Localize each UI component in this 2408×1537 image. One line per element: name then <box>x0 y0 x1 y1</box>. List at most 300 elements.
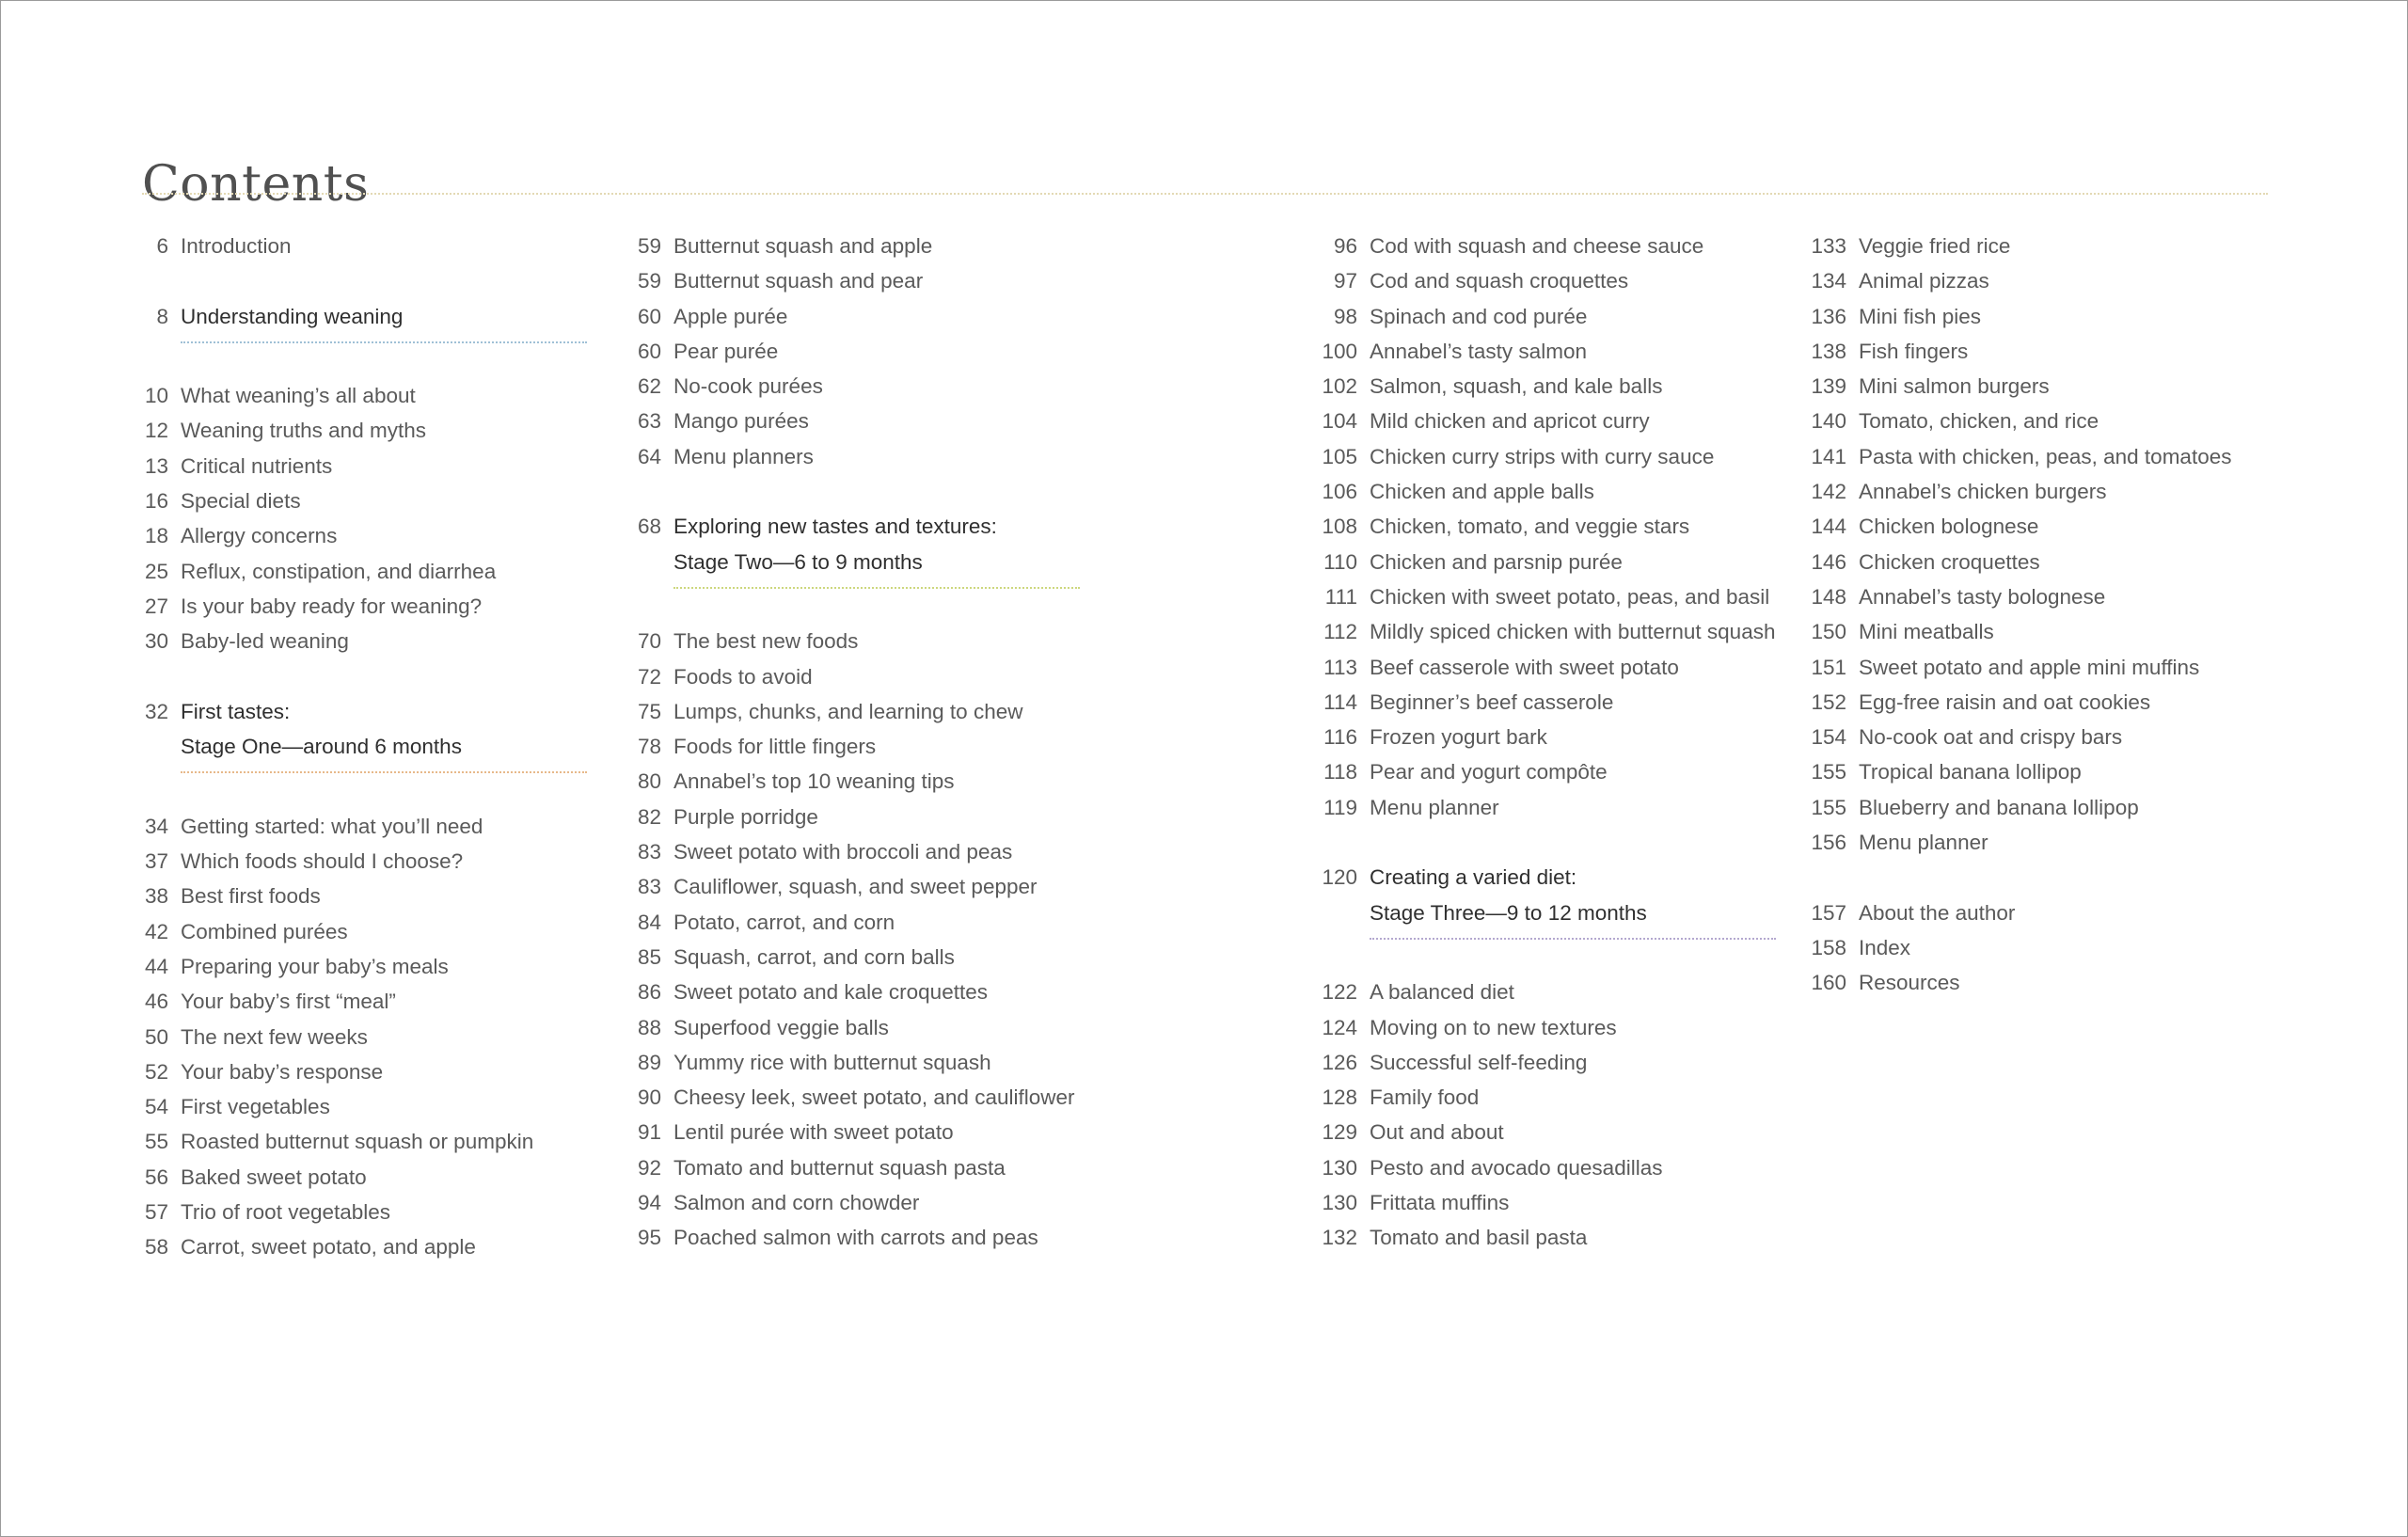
page-number: 97 <box>1333 269 1357 293</box>
toc-entry[interactable] <box>1318 579 1807 614</box>
page-number: 55 <box>144 1130 168 1154</box>
toc-entry[interactable] <box>633 369 1291 404</box>
toc-entry[interactable] <box>1318 650 1807 685</box>
toc-entry[interactable] <box>1318 1115 1807 1149</box>
toc-entry[interactable] <box>140 1054 592 1089</box>
entry-title: Index <box>1859 935 1911 959</box>
entry-title: Chicken curry strips with curry sauce <box>1370 444 1715 468</box>
section-heading[interactable] <box>1318 860 1807 940</box>
page-number: 152 <box>1811 689 1846 714</box>
toc-entry[interactable] <box>633 694 1291 729</box>
entry-title: Beginner’s beef casserole <box>1370 689 1614 714</box>
entry-title: Mini fish pies <box>1859 304 1982 328</box>
entry-title: Chicken and parsnip purée <box>1370 549 1623 574</box>
page-number: 118 <box>1323 760 1357 784</box>
toc-column-1 <box>140 229 592 1265</box>
page-number: 110 <box>1323 549 1357 574</box>
section-heading[interactable] <box>633 509 1291 589</box>
page-number: 8 <box>156 304 168 328</box>
spacer <box>140 263 592 298</box>
toc-entry[interactable] <box>1807 790 2296 825</box>
page-number: 128 <box>1322 1085 1357 1110</box>
entry-title: Lumps, chunks, and learning to chew <box>673 699 1023 723</box>
page-number: 27 <box>144 594 168 618</box>
toc-entry[interactable] <box>1318 720 1807 754</box>
page-number: 59 <box>637 269 661 293</box>
toc-entry[interactable] <box>1318 299 1807 334</box>
entry-title: Yummy rice with butternut squash <box>673 1050 991 1074</box>
entry-title: Menu planner <box>1859 831 1988 855</box>
spacer <box>1807 860 2296 895</box>
entry-title: Chicken and apple balls <box>1370 480 1594 504</box>
page-number: 90 <box>637 1085 661 1110</box>
page-number: 42 <box>144 919 168 943</box>
entry-title: Successful self-feeding <box>1370 1050 1588 1074</box>
page-number: 124 <box>1322 1015 1357 1039</box>
page-number: 102 <box>1322 374 1357 399</box>
toc-entry[interactable] <box>633 1185 1291 1220</box>
entry-title: Frittata muffins <box>1370 1191 1510 1215</box>
toc-entry[interactable] <box>633 299 1291 334</box>
section-title-line-2: Stage Three—9 to 12 months <box>1370 895 1776 940</box>
toc-entry[interactable] <box>1807 720 2296 754</box>
entry-title: Trio of root vegetables <box>181 1200 391 1225</box>
page-number: 32 <box>144 699 168 723</box>
entry-title: Chicken croquettes <box>1859 549 2040 574</box>
toc-entry[interactable] <box>1807 334 2296 369</box>
entry-title: Foods for little fingers <box>673 735 877 759</box>
page-number: 70 <box>637 629 661 654</box>
toc-entry[interactable] <box>1318 754 1807 789</box>
entry-title: Special diets <box>181 489 301 514</box>
entry-title: Superfood veggie balls <box>673 1015 889 1039</box>
entry-title: Tomato and basil pasta <box>1370 1226 1588 1250</box>
toc-entry[interactable] <box>1807 263 2296 298</box>
entry-title: What weaning’s all about <box>181 384 416 408</box>
page-number: 148 <box>1811 584 1846 609</box>
page-number: 134 <box>1811 269 1846 293</box>
page-number: 88 <box>637 1015 661 1039</box>
toc-entry[interactable] <box>633 1080 1291 1115</box>
toc-entry[interactable] <box>140 984 592 1019</box>
toc-entry[interactable] <box>1807 685 2296 720</box>
entry-title: Annabel’s tasty bolognese <box>1859 584 2106 609</box>
page-number: 155 <box>1811 760 1846 784</box>
toc-entry[interactable] <box>140 809 592 844</box>
entry-title: Egg-free raisin and oat cookies <box>1859 689 2151 714</box>
page-number: 144 <box>1811 515 1846 539</box>
entry-title: Annabel’s tasty salmon <box>1370 339 1587 363</box>
toc-entry[interactable] <box>140 1124 592 1159</box>
page-number: 104 <box>1322 409 1357 434</box>
section-title: Understanding weaning <box>181 299 587 343</box>
toc-entry[interactable] <box>140 949 592 984</box>
toc-entry[interactable] <box>633 905 1291 940</box>
page-number: 112 <box>1323 620 1357 644</box>
toc-entry[interactable] <box>1807 299 2296 334</box>
toc-entry[interactable] <box>1807 404 2296 438</box>
toc-entry[interactable] <box>633 659 1291 694</box>
toc-entry[interactable] <box>633 729 1291 764</box>
entry-title: Butternut squash and pear <box>673 269 924 293</box>
page-number: 58 <box>144 1235 168 1260</box>
toc-entry[interactable] <box>1807 439 2296 474</box>
page-number: 106 <box>1322 480 1357 504</box>
entry-title: Pear and yogurt compôte <box>1370 760 1608 784</box>
toc-entry[interactable] <box>1807 825 2296 860</box>
section-heading[interactable] <box>140 694 592 774</box>
entry-title: Salmon and corn chowder <box>673 1191 920 1215</box>
entry-title: Cod and squash croquettes <box>1370 269 1629 293</box>
entry-title: Purple porridge <box>673 804 818 829</box>
entry-title: Mild chicken and apricot curry <box>1370 409 1650 434</box>
page-number: 130 <box>1322 1155 1357 1180</box>
page-number: 139 <box>1811 374 1846 399</box>
toc-entry[interactable] <box>633 1115 1291 1149</box>
page-number: 119 <box>1323 795 1357 819</box>
toc-entry[interactable] <box>1318 1150 1807 1185</box>
page-number: 57 <box>144 1200 168 1225</box>
toc-group <box>633 624 1291 1255</box>
entry-title: Critical nutrients <box>181 453 333 478</box>
entry-title: Lentil purée with sweet potato <box>673 1120 954 1145</box>
toc-entry[interactable] <box>140 449 592 483</box>
entry-title: Poached salmon with carrots and peas <box>673 1226 1038 1250</box>
entry-title: First vegetables <box>181 1095 330 1119</box>
entry-title: Apple purée <box>673 304 788 328</box>
entry-title: Mildly spiced chicken with butternut squash <box>1370 620 1776 644</box>
toc-entry[interactable] <box>1318 334 1807 369</box>
page-number: 138 <box>1811 339 1846 363</box>
page-number: 10 <box>144 384 168 408</box>
entry-title: Squash, carrot, and corn balls <box>673 944 955 969</box>
entry-title: Combined purées <box>181 919 348 943</box>
entry-title: Resources <box>1859 971 1960 995</box>
page-number: 83 <box>637 875 661 899</box>
page-number: 132 <box>1322 1226 1357 1250</box>
entry-title: Mango purées <box>673 409 809 434</box>
entry-title: Cauliflower, squash, and sweet pepper <box>673 875 1038 899</box>
entry-title: Butternut squash and apple <box>673 234 933 258</box>
toc-entry[interactable] <box>633 869 1291 904</box>
entry-title: Weaning truths and myths <box>181 419 426 443</box>
toc-group <box>140 809 592 1265</box>
page-number: 151 <box>1811 655 1846 679</box>
toc-group <box>140 378 592 658</box>
entry-title: Pesto and avocado quesadillas <box>1370 1155 1663 1180</box>
page-number: 146 <box>1811 549 1846 574</box>
page-number: 46 <box>144 990 168 1014</box>
page-number: 156 <box>1811 831 1846 855</box>
entry-title: Cod with squash and cheese sauce <box>1370 234 1704 258</box>
entry-title: Annabel’s top 10 weaning tips <box>673 769 955 794</box>
toc-entry[interactable] <box>633 800 1291 834</box>
toc-entry[interactable] <box>633 439 1291 474</box>
entry-title: Moving on to new textures <box>1370 1015 1617 1039</box>
page-number: 18 <box>144 524 168 548</box>
entry-title: Sweet potato with broccoli and peas <box>673 840 1013 864</box>
toc-entry[interactable] <box>633 263 1291 298</box>
toc-entry[interactable] <box>1807 895 2296 930</box>
entry-title: Frozen yogurt bark <box>1370 725 1547 750</box>
toc-entry[interactable] <box>1318 790 1807 825</box>
toc-entry[interactable] <box>140 1229 592 1264</box>
toc-group <box>1318 974 1807 1255</box>
page-number: 100 <box>1322 339 1357 363</box>
toc-entry[interactable] <box>1807 614 2296 649</box>
toc-entry[interactable] <box>1807 754 2296 789</box>
toc-entry[interactable] <box>140 413 592 448</box>
toc-entry[interactable] <box>140 879 592 913</box>
entry-title: Chicken with sweet potato, peas, and basil <box>1370 584 1770 609</box>
toc-group <box>633 229 1291 474</box>
page-number: 83 <box>637 840 661 864</box>
page-number: 64 <box>637 444 661 468</box>
toc-entry[interactable] <box>1318 685 1807 720</box>
page-number: 72 <box>637 664 661 689</box>
page-number: 60 <box>637 304 661 328</box>
page-number: 94 <box>637 1191 661 1215</box>
entry-title: Pear purée <box>673 339 779 363</box>
page-number: 155 <box>1811 795 1846 819</box>
toc-entry[interactable] <box>1318 974 1807 1009</box>
page-number: 52 <box>144 1059 168 1084</box>
toc-entry[interactable] <box>140 1020 592 1054</box>
entry-title: Tomato, chicken, and rice <box>1859 409 2099 434</box>
toc-column-2 <box>633 229 1291 1256</box>
toc-entry[interactable] <box>1318 1045 1807 1080</box>
page-number: 91 <box>637 1120 661 1145</box>
page-number: 59 <box>637 234 661 258</box>
entry-title: Sweet potato and apple mini muffins <box>1859 655 2200 679</box>
page-title: Contents <box>142 155 370 213</box>
toc-entry[interactable] <box>1318 263 1807 298</box>
toc-entry[interactable] <box>140 914 592 949</box>
page-number: 44 <box>144 954 168 978</box>
entry-title: Your baby’s response <box>181 1059 384 1084</box>
page-number: 142 <box>1811 480 1846 504</box>
toc-entry[interactable] <box>1318 1220 1807 1255</box>
page-number: 12 <box>144 419 168 443</box>
page-number: 98 <box>1333 304 1357 328</box>
toc-entry[interactable] <box>633 404 1291 438</box>
toc-entry[interactable] <box>633 974 1291 1009</box>
entry-title: Sweet potato and kale croquettes <box>673 980 988 1005</box>
entry-title: Best first foods <box>181 884 321 909</box>
toc-entry[interactable] <box>140 1160 592 1195</box>
toc-entry[interactable] <box>633 1150 1291 1185</box>
toc-entry[interactable] <box>1807 965 2296 1000</box>
entry-title: Menu planner <box>1370 795 1499 819</box>
page-number: 54 <box>144 1095 168 1119</box>
section-heading[interactable] <box>140 299 592 343</box>
toc-entry[interactable] <box>1807 579 2296 614</box>
page-number: 130 <box>1322 1191 1357 1215</box>
toc-entry[interactable] <box>1807 474 2296 509</box>
entry-title: Animal pizzas <box>1859 269 1989 293</box>
page-number: 62 <box>637 374 661 399</box>
toc-entry[interactable] <box>140 378 592 413</box>
entry-title: Foods to avoid <box>673 664 813 689</box>
page-number: 38 <box>144 884 168 909</box>
toc-entry[interactable] <box>633 764 1291 799</box>
section-title-line-1: Exploring new tastes and textures: <box>673 515 997 539</box>
page-number: 92 <box>637 1155 661 1180</box>
entry-title: Blueberry and banana lollipop <box>1859 795 2139 819</box>
toc-entry[interactable] <box>140 1195 592 1229</box>
toc-entry[interactable] <box>140 1089 592 1124</box>
toc-group <box>1807 229 2296 860</box>
section-title-line-2: Stage Two—6 to 9 months <box>673 545 1080 589</box>
toc-entry[interactable] <box>1318 229 1807 263</box>
page-number: 126 <box>1322 1050 1357 1074</box>
entry-title: Introduction <box>181 234 292 258</box>
entry-title: Cheesy leek, sweet potato, and cauliflower <box>673 1085 1075 1110</box>
page-number: 63 <box>637 409 661 434</box>
page-number: 82 <box>637 804 661 829</box>
toc-entry[interactable] <box>633 624 1291 658</box>
page-number: 78 <box>637 735 661 759</box>
entry-title: Roasted butternut squash or pumpkin <box>181 1130 534 1154</box>
page-number: 114 <box>1323 689 1357 714</box>
toc-entry[interactable] <box>1318 1080 1807 1115</box>
toc-group <box>1807 895 2296 1001</box>
entry-title: Annabel’s chicken burgers <box>1859 480 2107 504</box>
toc-entry[interactable] <box>1807 369 2296 404</box>
toc-entry[interactable] <box>1318 509 1807 544</box>
page-number: 68 <box>637 515 661 539</box>
toc-entry[interactable] <box>140 624 592 658</box>
title-divider <box>142 193 2268 195</box>
page-number: 96 <box>1333 234 1357 258</box>
entry-title: Tomato and butternut squash pasta <box>673 1155 1006 1180</box>
toc-entry[interactable] <box>140 229 592 263</box>
toc-entry[interactable] <box>140 589 592 624</box>
section-title-line-2: Stage One—around 6 months <box>181 729 587 773</box>
page-number: 80 <box>637 769 661 794</box>
toc-entry[interactable] <box>633 1220 1291 1255</box>
page-number: 122 <box>1322 980 1357 1005</box>
entry-title: Preparing your baby’s meals <box>181 954 449 978</box>
entry-title: Is your baby ready for weaning? <box>181 594 483 618</box>
toc-entry[interactable] <box>1318 1185 1807 1220</box>
page-number: 129 <box>1322 1120 1357 1145</box>
toc-entry[interactable] <box>1318 404 1807 438</box>
page-number: 133 <box>1811 234 1846 258</box>
toc-entry[interactable] <box>633 229 1291 263</box>
page-number: 105 <box>1322 444 1357 468</box>
entry-title: No-cook purées <box>673 374 823 399</box>
page-number: 154 <box>1811 725 1846 750</box>
toc-entry[interactable] <box>1807 545 2296 579</box>
entry-title: Carrot, sweet potato, and apple <box>181 1235 476 1260</box>
entry-title: Pasta with chicken, peas, and tomatoes <box>1859 444 2232 468</box>
entry-title: Out and about <box>1370 1120 1504 1145</box>
toc-column-3 <box>1318 229 1807 1256</box>
toc-entry[interactable] <box>1318 474 1807 509</box>
page-number: 25 <box>144 559 168 583</box>
entry-title: Chicken bolognese <box>1859 515 2039 539</box>
toc-entry[interactable] <box>140 483 592 518</box>
entry-title: The best new foods <box>673 629 859 654</box>
entry-title: Family food <box>1370 1085 1480 1110</box>
entry-title: Reflux, constipation, and diarrhea <box>181 559 497 583</box>
page-number: 160 <box>1811 971 1846 995</box>
page-number: 120 <box>1322 865 1357 890</box>
toc-group <box>1318 229 1807 825</box>
entry-title: Salmon, squash, and kale balls <box>1370 374 1663 399</box>
page-number: 50 <box>144 1024 168 1049</box>
page-number: 136 <box>1811 304 1846 328</box>
toc-entry[interactable] <box>633 1010 1291 1045</box>
page-number: 37 <box>144 849 168 874</box>
toc-entry[interactable] <box>633 834 1291 869</box>
toc-entry[interactable] <box>1318 614 1807 649</box>
toc-entry[interactable] <box>1318 369 1807 404</box>
entry-title: Baked sweet potato <box>181 1165 367 1189</box>
toc-entry[interactable] <box>1807 930 2296 965</box>
page-number: 95 <box>637 1226 661 1250</box>
toc-entry[interactable] <box>633 334 1291 369</box>
entry-title: The next few weeks <box>181 1024 368 1049</box>
toc-column-4 <box>1807 229 2296 1001</box>
entry-title: Spinach and cod purée <box>1370 304 1588 328</box>
toc-entry[interactable] <box>1807 509 2296 544</box>
page-number: 60 <box>637 339 661 363</box>
page-number: 108 <box>1322 515 1357 539</box>
page-number: 113 <box>1323 655 1357 679</box>
page-number: 6 <box>156 234 168 258</box>
spacer <box>1318 825 1807 860</box>
toc-entry[interactable] <box>140 554 592 589</box>
section-title-line-1: Creating a varied diet: <box>1370 865 1577 890</box>
page-number: 13 <box>144 453 168 478</box>
section-title-line-1: First tastes: <box>181 699 291 723</box>
spacer <box>633 474 1291 509</box>
toc-entry[interactable] <box>1318 545 1807 579</box>
entry-title: Veggie fried rice <box>1859 234 2011 258</box>
page-number: 84 <box>637 910 661 934</box>
entry-title: About the author <box>1859 900 2016 925</box>
entry-title: Allergy concerns <box>181 524 338 548</box>
entry-title: Mini meatballs <box>1859 620 1994 644</box>
entry-title: No-cook oat and crispy bars <box>1859 725 2123 750</box>
entry-title: Tropical banana lollipop <box>1859 760 2082 784</box>
toc-entry[interactable] <box>633 1045 1291 1080</box>
entry-title: Mini salmon burgers <box>1859 374 2050 399</box>
spacer <box>140 659 592 694</box>
toc-entry[interactable] <box>1318 439 1807 474</box>
page-number: 150 <box>1811 620 1846 644</box>
page-number: 141 <box>1811 444 1846 468</box>
page-number: 158 <box>1811 935 1846 959</box>
entry-title: Fish fingers <box>1859 339 1969 363</box>
toc-entry[interactable] <box>1318 1010 1807 1045</box>
toc-entry[interactable] <box>1807 229 2296 263</box>
page-number: 75 <box>637 699 661 723</box>
entry-title: Menu planners <box>673 444 814 468</box>
entry-title: Chicken, tomato, and veggie stars <box>1370 515 1690 539</box>
toc-entry[interactable] <box>140 518 592 553</box>
page-number: 86 <box>637 980 661 1005</box>
entry-title: Baby-led weaning <box>181 629 349 654</box>
toc-entry[interactable] <box>1807 650 2296 685</box>
toc-entry[interactable] <box>633 940 1291 974</box>
entry-title: Getting started: what you’ll need <box>181 814 483 838</box>
page-number: 56 <box>144 1165 168 1189</box>
toc-entry[interactable] <box>140 844 592 879</box>
page-number: 111 <box>1324 584 1357 609</box>
